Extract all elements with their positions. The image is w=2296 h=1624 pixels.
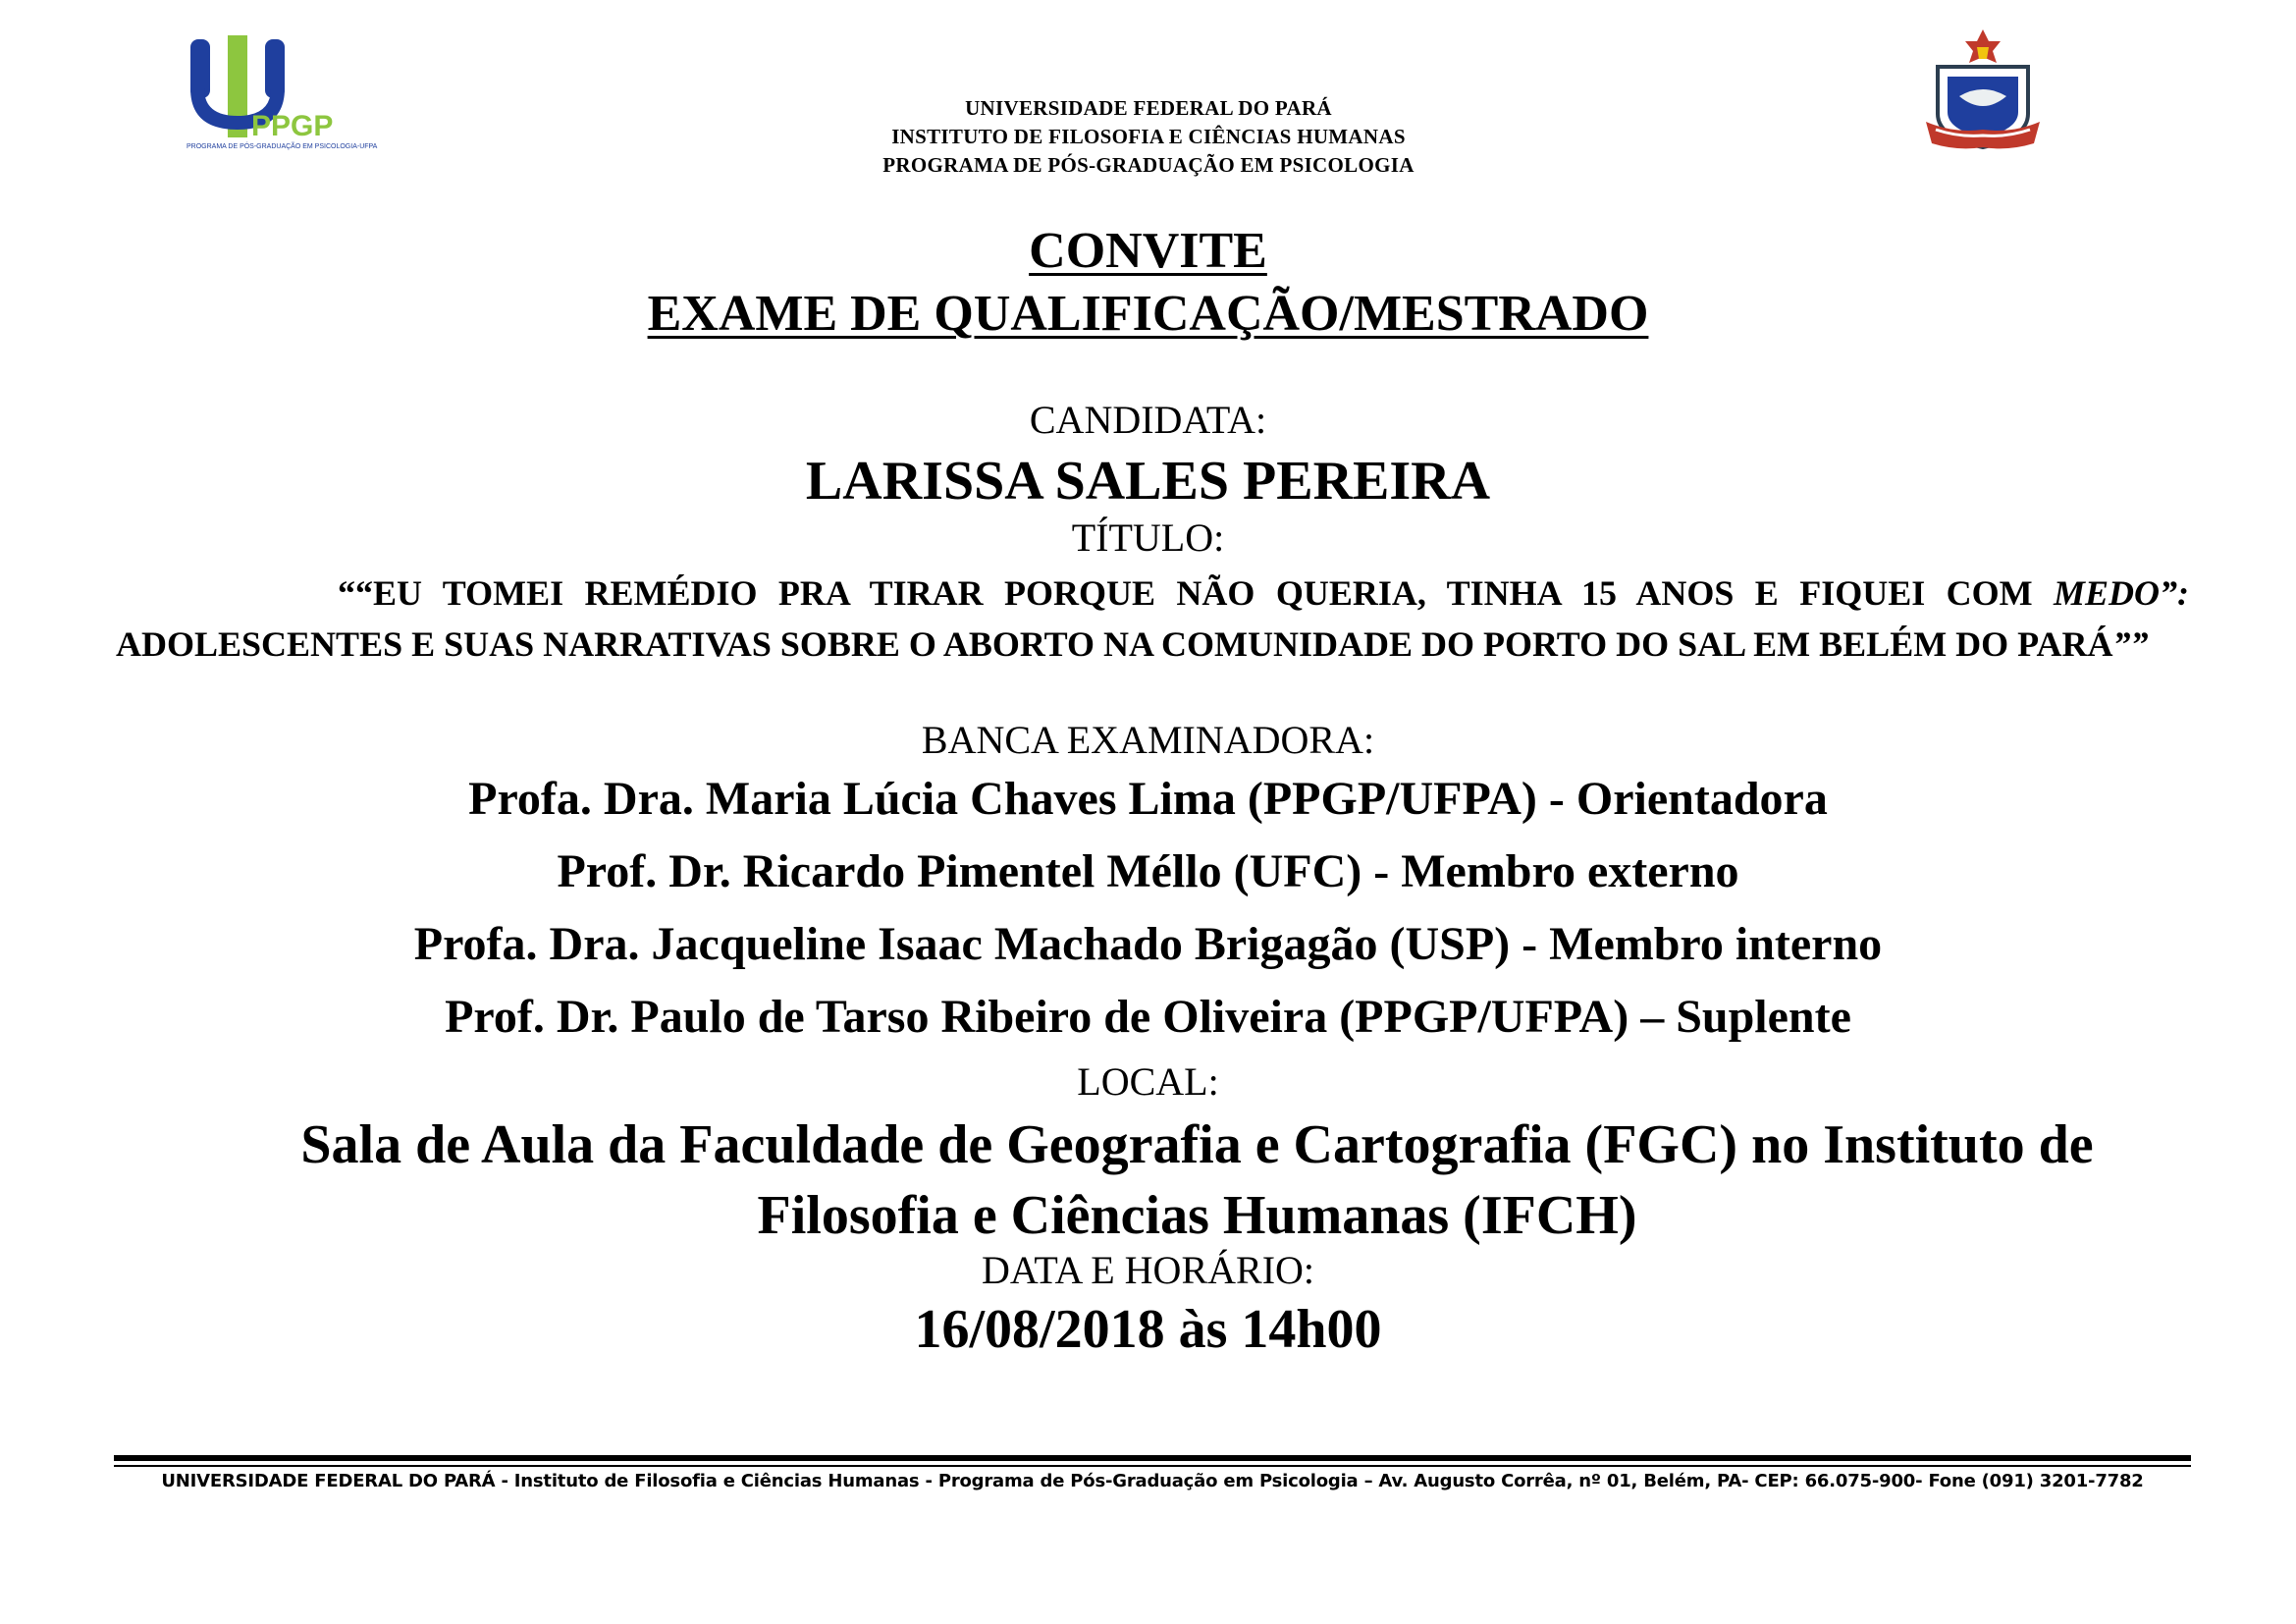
- ppgp-logo-caption: PROGRAMA DE PÓS-GRADUAÇÃO EM PSICOLOGIA-UFPA: [187, 143, 378, 150]
- location-line2: Filosofia e Ciências Humanas (IFCH): [757, 1185, 1637, 1246]
- header-program: PROGRAMA DE PÓS-GRADUAÇÃO EM PSICOLOGIA: [882, 153, 1415, 177]
- title-convite-text: CONVITE: [1029, 223, 1267, 279]
- header-institute: INSTITUTO DE FILOSOFIA E CIÊNCIAS HUMANAS: [891, 125, 1406, 148]
- candidate-name: LARISSA SALES PEREIRA: [805, 451, 1491, 512]
- committee-member: Profa. Dra. Jacqueline Isaac Machado Brigagão (USP) - Membro interno: [413, 918, 1883, 970]
- candidate-label: CANDIDATA:: [1029, 398, 1267, 442]
- committee-label: BANCA EXAMINADORA:: [921, 718, 1375, 762]
- thesis-rest: ADOLESCENTES E SUAS NARRATIVAS SOBRE O ABORTO NA COMUNIDADE DO PORTO DO SAL EM BELÉM DO PARÁ: [116, 624, 2113, 664]
- location-label: LOCAL:: [1077, 1059, 1219, 1104]
- title-exam-text: EXAME DE QUALIFICAÇÃO/MESTRADO: [647, 286, 1649, 342]
- thesis-quote-italic: MEDO”:: [2053, 573, 2189, 613]
- location-value: [147, 1110, 2247, 1251]
- title-convite: [0, 222, 2296, 280]
- thesis-title: [116, 568, 2189, 670]
- footer-divider-thick: [114, 1455, 2191, 1461]
- footer-divider-thin: [114, 1465, 2191, 1467]
- location-line1: Sala de Aula da Faculdade de Geografia e Cartografia (FGC) no Instituto de: [300, 1114, 2094, 1175]
- ppgp-logo-text: PPGP: [251, 110, 334, 142]
- ufpa-crest-icon: [1924, 27, 2042, 161]
- datetime-label: DATA E HORÁRIO:: [981, 1248, 1315, 1292]
- datetime-value: 16/08/2018 às 14h00: [914, 1299, 1382, 1360]
- committee-member: Profa. Dra. Maria Lúcia Chaves Lima (PPGP/UFPA) - Orientadora: [468, 773, 1828, 825]
- ppgp-logo-icon: [187, 33, 378, 157]
- footer-address: UNIVERSIDADE FEDERAL DO PARÁ - Instituto de Filosofia e Ciências Humanas - Programa de Pós-Graduação em Psicologia – Av. Augusto Corrêa, nº 01, Belém, PA- CEP: 66.075-900- Fone (091) 3201-7782: [161, 1471, 2144, 1491]
- thesis-open-quote: ““: [338, 573, 373, 613]
- title-exam: [0, 285, 2296, 343]
- thesis-quote-text: EU TOMEI REMÉDIO PRA TIRAR PORQUE NÃO QUERIA, TINHA 15 ANOS E FIQUEI COM: [373, 573, 2033, 613]
- thesis-label: TÍTULO:: [1071, 515, 1225, 560]
- thesis-close-quote: ””: [2112, 624, 2149, 664]
- committee-member: Prof. Dr. Paulo de Tarso Ribeiro de Oliveira (PPGP/UFPA) – Suplente: [445, 991, 1851, 1043]
- committee-member: Prof. Dr. Ricardo Pimentel Méllo (UFC) - Membro externo: [557, 845, 1739, 897]
- header-university: UNIVERSIDADE FEDERAL DO PARÁ: [965, 96, 1332, 120]
